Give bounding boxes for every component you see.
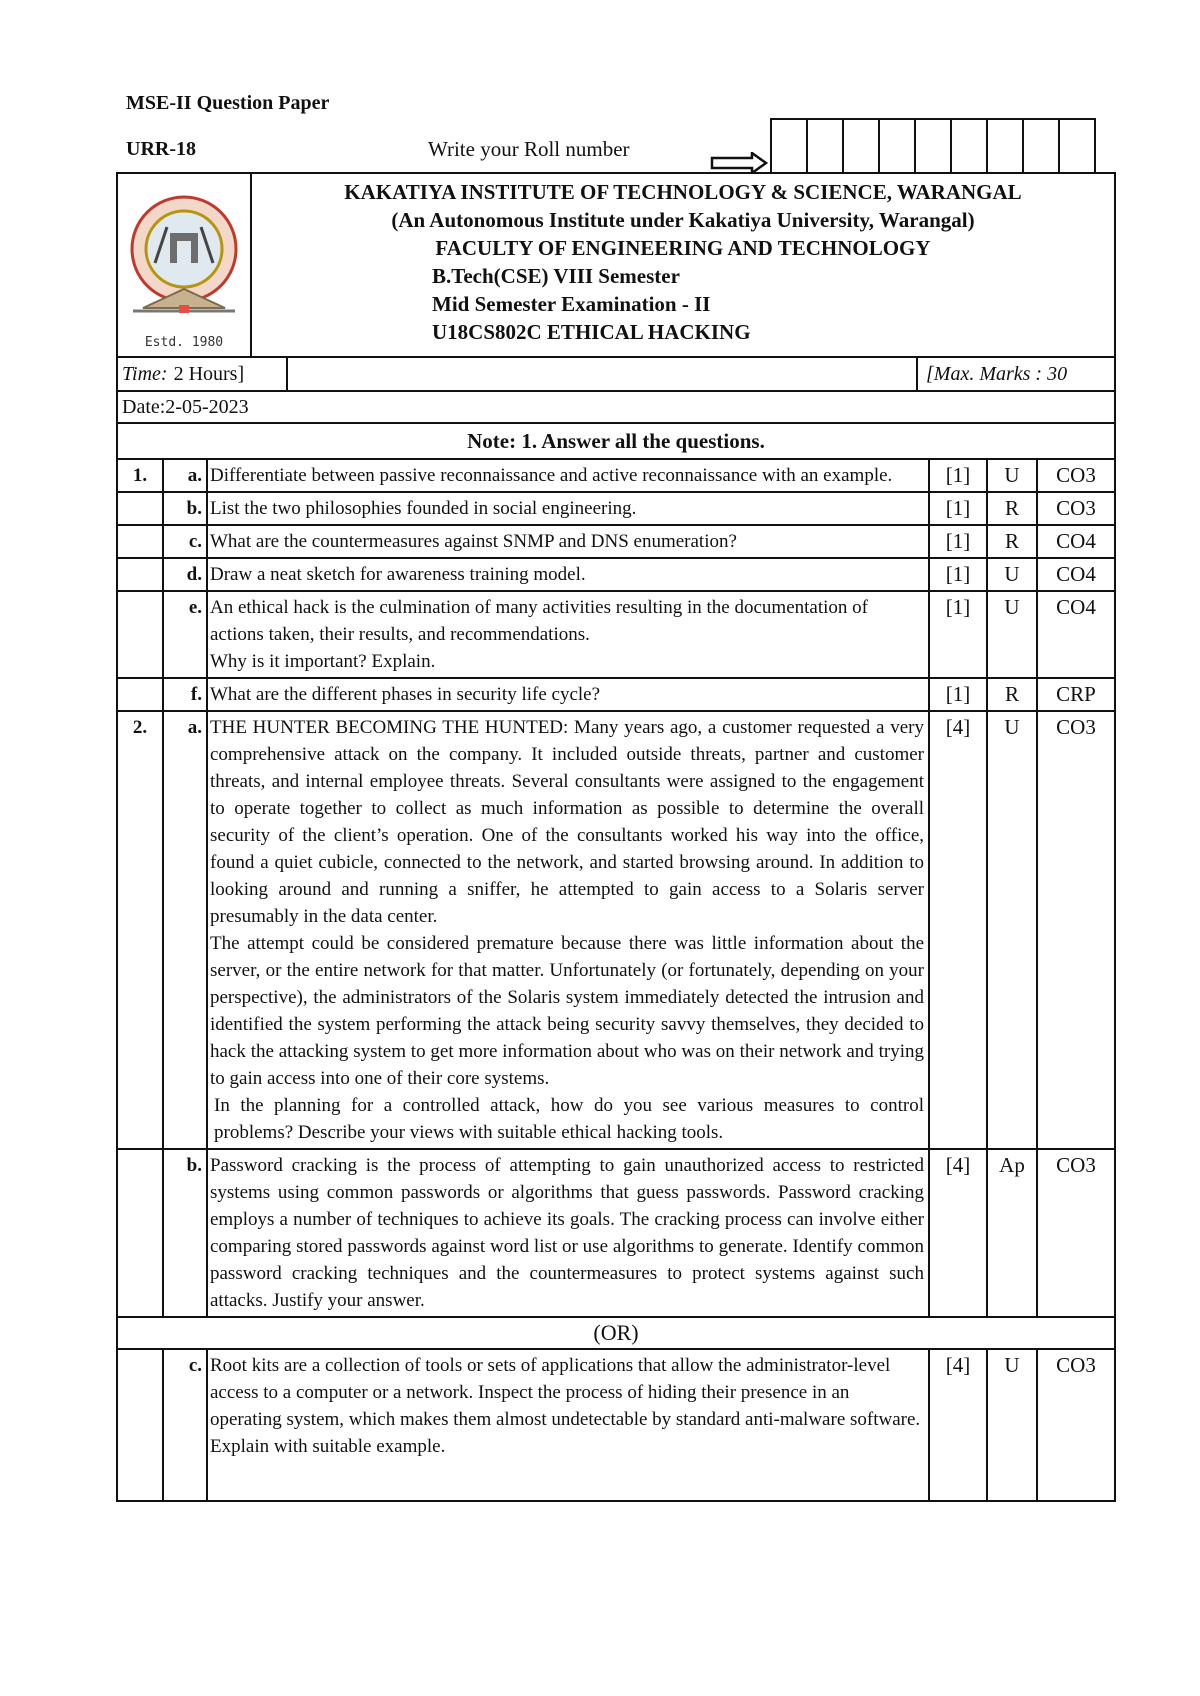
course-outcome: CO4: [1056, 595, 1096, 619]
question-row: [118, 524, 1114, 557]
course-outcome: CO4: [1056, 529, 1096, 553]
course-outcome: CRP: [1056, 682, 1096, 706]
course-outcome: CO3: [1056, 463, 1096, 487]
emblem-icon: [125, 193, 243, 333]
question-row: [118, 1348, 1114, 1500]
question-number: [118, 592, 164, 677]
bloom-level: U: [988, 712, 1038, 1148]
question-number: 2.: [118, 712, 164, 1148]
note-row: [118, 422, 1114, 458]
course-outcome: CO3: [1056, 1153, 1096, 1177]
course-outcome: CO3: [1056, 496, 1096, 520]
roll-digit-box[interactable]: [770, 120, 806, 172]
course-outcome: CO3: [1056, 715, 1096, 739]
question-part: c.: [164, 526, 208, 557]
time-field: [118, 358, 288, 390]
bloom-level: Ap: [988, 1150, 1038, 1316]
question-marks: [1]: [930, 559, 988, 590]
roll-digit-box[interactable]: [914, 120, 950, 172]
date-row: [118, 390, 1114, 422]
institute-header: [118, 174, 1114, 356]
question-text: [208, 592, 930, 677]
question-row: [118, 590, 1114, 677]
time-marks-row: [118, 356, 1114, 390]
question-marks: [4]: [930, 1350, 988, 1500]
question-marks: [1]: [930, 493, 988, 524]
question-marks: [1]: [930, 460, 988, 491]
course-name: U18CS802C ETHICAL HACKING: [432, 320, 751, 344]
roll-digit-box[interactable]: [1058, 120, 1094, 172]
max-marks: [Max. Marks : 30: [926, 362, 1068, 385]
arrow-right-icon: [710, 152, 770, 174]
question-text: What are the countermeasures against SNMP and DNS enumeration?: [208, 526, 930, 557]
question-part: d.: [164, 559, 208, 590]
roll-digit-box[interactable]: [986, 120, 1022, 172]
time-value: 2 Hours]: [173, 362, 245, 385]
or-label: (OR): [593, 1320, 639, 1345]
paper-title: MSE-II Question Paper: [126, 92, 330, 114]
question-text: List the two philosophies founded in social engineering.: [208, 493, 930, 524]
question-marks: [4]: [930, 712, 988, 1148]
exam-date: Date:2-05-2023: [122, 395, 249, 418]
question-part: c.: [164, 1350, 208, 1500]
program-name: B.Tech(CSE) VIII Semester: [432, 264, 680, 288]
institute-details: [252, 174, 1114, 356]
bloom-level: R: [988, 679, 1038, 710]
question-paragraph: The attempt could be considered premature because there was little information about the server, or the entire network for that matter. Unfortunately (or fortunately, depending on your perspective), the administrators of the Solaris system immediately detected the intrusion and identified the system performing the attack being security savvy themselves, they decided to hack the attacking system to get more information about who was on their network and trying to gain access into one of their core systems.: [210, 933, 924, 1089]
question-part: b.: [164, 493, 208, 524]
roll-digit-box[interactable]: [806, 120, 842, 172]
question-number: 1.: [118, 460, 164, 491]
bloom-level: U: [988, 1350, 1038, 1500]
question-part: a.: [164, 712, 208, 1148]
bloom-level: U: [988, 592, 1038, 677]
question-part: e.: [164, 592, 208, 677]
question-number: [118, 493, 164, 524]
question-number: [118, 1350, 164, 1500]
question-number: [118, 526, 164, 557]
question-row: [118, 1148, 1114, 1316]
question-text: Draw a neat sketch for awareness training model.: [208, 559, 930, 590]
question-row: [118, 677, 1114, 710]
roll-number-boxes: [770, 118, 1096, 174]
roll-digit-box[interactable]: [1022, 120, 1058, 172]
bloom-level: R: [988, 526, 1038, 557]
bloom-level: U: [988, 460, 1038, 491]
question-row: [118, 458, 1114, 491]
question-part: a.: [164, 460, 208, 491]
regulation-code: URR-18: [126, 138, 196, 160]
course-outcome: CO3: [1056, 1353, 1096, 1377]
question-text: [208, 712, 930, 1148]
question-number: [118, 1150, 164, 1316]
question-text: Differentiate between passive reconnaissance and active reconnaissance with an example.: [208, 460, 930, 491]
question-paragraph: An ethical hack is the culmination of many activities resulting in the documentation of actions taken, their results, and recommendations.: [210, 597, 868, 645]
logo-caption: Estd. 1980: [144, 335, 224, 350]
question-text: Root kits are a collection of tools or sets of applications that allow the administrator-level access to a computer or a network. Inspect the process of hiding their presence in an operating system, which makes them almost undetectable by standard anti-malware software. Explain with suitable example.: [208, 1350, 930, 1500]
question-row: [118, 491, 1114, 524]
roll-digit-box[interactable]: [950, 120, 986, 172]
question-row: [118, 710, 1114, 1148]
question-marks: [1]: [930, 526, 988, 557]
question-part: f.: [164, 679, 208, 710]
institute-logo: [118, 174, 252, 356]
question-marks: [1]: [930, 679, 988, 710]
instructions-note: Note: 1. Answer all the questions.: [467, 428, 765, 453]
bloom-level: U: [988, 559, 1038, 590]
roll-number-label: Write your Roll number: [428, 137, 630, 161]
bloom-level: R: [988, 493, 1038, 524]
institute-affiliation: (An Autonomous Institute under Kakatiya University, Warangal): [391, 208, 975, 232]
roll-digit-box[interactable]: [842, 120, 878, 172]
question-paragraph: In the planning for a controlled attack, how do you see various measures to control problems? Describe your views with suitable ethical hacking tools.: [214, 1095, 924, 1143]
question-paper-table: [116, 172, 1116, 1502]
question-number: [118, 559, 164, 590]
time-label: Time:: [122, 362, 168, 385]
question-paragraph: Why is it important? Explain.: [210, 651, 436, 672]
faculty-name: FACULTY OF ENGINEERING AND TECHNOLOGY: [435, 236, 931, 260]
blank-cell: [288, 358, 918, 390]
or-divider: [118, 1316, 1114, 1348]
question-marks: [1]: [930, 592, 988, 677]
question-paragraph: THE HUNTER BECOMING THE HUNTED: Many years ago, a customer requested a very comprehensive attack on the company. It included outside threats, partner and customer threats, and internal employee threats. Several consultants were assigned to the engagement to operate together to collect as much information as possible to determine the overall security of the client’s operation. One of the consultants worked his way into the office, found a quiet cubicle, connected to the network, and started browsing around. In addition to looking around and running a sniffer, he attempted to gain access to a Solaris server presumably in the data center.: [210, 717, 924, 927]
question-row: [118, 557, 1114, 590]
institute-name: KAKATIYA INSTITUTE OF TECHNOLOGY & SCIENCE, WARANGAL: [344, 180, 1022, 204]
roll-digit-box[interactable]: [878, 120, 914, 172]
question-marks: [4]: [930, 1150, 988, 1316]
question-part: b.: [164, 1150, 208, 1316]
question-text: Password cracking is the process of attempting to gain unauthorized access to restricted systems using common passwords or algorithms that guess passwords. Password cracking employs a number of techniques to achieve its goals. The cracking process can involve either comparing stored passwords against word list or use algorithms to generate. Identify common password cracking techniques and the countermeasures to protect systems against such attacks. Justify your answer.: [208, 1150, 930, 1316]
exam-name: Mid Semester Examination - II: [432, 292, 711, 316]
question-number: [118, 679, 164, 710]
question-text: What are the different phases in security life cycle?: [208, 679, 930, 710]
course-outcome: CO4: [1056, 562, 1096, 586]
